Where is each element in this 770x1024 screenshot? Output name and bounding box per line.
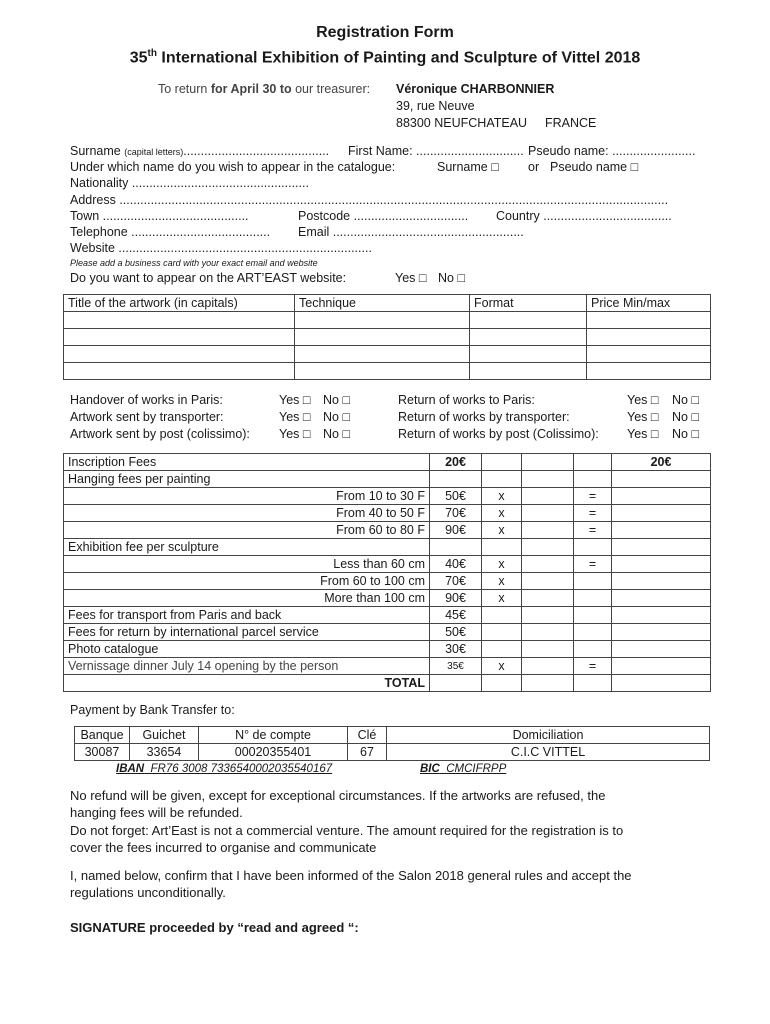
fee-cell [522,607,574,624]
artseast-question: Do you want to appear on the ART’EAST website: [70,271,347,285]
artwork-cell[interactable] [587,312,711,329]
fee-multiply: x [482,488,522,505]
catalogue-question: Under which name do you wish to appear in the catalogue: [70,160,396,174]
iban-label: IBAN [116,763,145,775]
artwork-cell[interactable] [587,363,711,380]
fee-cell [430,675,482,692]
fee-qty[interactable] [522,505,574,522]
fee-cell [574,573,612,590]
fee-price: 45€ [430,607,482,624]
fee-equals: = [574,658,612,675]
return-transporter-yes[interactable]: Yes □ [627,410,659,424]
table-row [64,658,711,675]
catalogue-pseudo-checkbox[interactable]: Pseudo name □ [550,160,639,174]
fee-qty[interactable] [522,556,574,573]
fee-multiply: x [482,556,522,573]
table-row [64,505,711,522]
fee-cell [482,641,522,658]
return-deadline: for April 30 to [210,82,292,96]
artworks-header-title: Title of the artwork (in capitals) [64,295,295,312]
fee-cell [482,675,522,692]
exhibition-year: 2018 [604,49,641,67]
fee-total[interactable] [612,522,711,539]
fee-price: 50€ [430,624,482,641]
fee-label: Fees for return by international parcel service [64,624,430,641]
edition-suffix: th [147,48,157,59]
fee-price: 90€ [430,522,482,539]
fees-table [63,453,711,692]
artwork-cell[interactable] [64,363,295,380]
signature-label: SIGNATURE proceeded by “read and agreed “: [70,920,359,935]
confirm-note: I, named below, confirm that I have been informed of the Salon 2018 general rules and accept the [70,868,632,883]
sent-post-no[interactable]: No □ [323,427,351,441]
handover-paris-yes[interactable]: Yes □ [279,393,311,407]
fee-cell [522,641,574,658]
exhibition-name: International Exhibition of Painting and Sculpture of Vittel [161,49,601,67]
refund-note-2: hanging fees will be refunded. [70,805,243,820]
artwork-cell[interactable] [470,329,587,346]
table-row [64,539,711,556]
return-suffix: our treasurer: [295,82,371,96]
fee-label: Fees for transport from Paris and back [64,607,430,624]
postcode-field[interactable]: Postcode ................................. [298,209,469,223]
town-field[interactable]: Town .......................................... [70,209,249,223]
fee-total[interactable] [612,624,711,641]
bank-header: Banque [75,727,130,744]
table-row [64,624,711,641]
iban-line [116,763,332,775]
sent-transporter-no[interactable]: No □ [323,410,351,424]
fee-cell [482,471,522,488]
fee-equals: = [574,556,612,573]
fee-total[interactable] [612,658,711,675]
fee-cell [522,454,574,471]
surname-note: (capital letters) [124,147,184,157]
table-row [64,454,711,471]
fee-cell [522,471,574,488]
fee-total: 20€ [612,454,711,471]
table-row [64,312,711,329]
table-row [64,329,711,346]
fee-qty[interactable] [482,454,522,471]
fee-total[interactable] [612,488,711,505]
fee-qty[interactable] [522,522,574,539]
fee-price: 50€ [430,488,482,505]
fee-price: 70€ [430,573,482,590]
bic-label: BIC [420,763,440,775]
artwork-cell[interactable] [295,363,470,380]
fee-equals: = [574,505,612,522]
artwork-cell[interactable] [64,346,295,363]
fee-label: From 60 to 80 F [64,522,430,539]
return-paris-yes[interactable]: Yes □ [627,393,659,407]
artwork-cell[interactable] [587,346,711,363]
fee-total[interactable] [612,573,711,590]
table-row [64,346,711,363]
return-post-label: Return of works by post (Colissimo): [398,427,599,441]
fee-price: 30€ [430,641,482,658]
table-row [64,556,711,573]
first-name-field[interactable]: First Name: ............................... [348,144,524,158]
fee-label: From 40 to 50 F [64,505,430,522]
bic-value: CMCIFRPP [446,763,507,775]
return-transporter-no[interactable]: No □ [672,410,700,424]
table-row [64,641,711,658]
fee-qty[interactable] [522,658,574,675]
fee-multiply: x [482,590,522,607]
forget-note-2: cover the fees incurred to organise and communicate [70,840,377,855]
fee-cell [574,675,612,692]
artwork-cell[interactable] [295,346,470,363]
forget-note: Do not forget: Art’East is not a commercial venture. The amount required for the registration is to [70,823,624,838]
bank-value: 30087 [75,744,130,761]
business-card-note: Please add a business card with your exact email and website [70,258,318,268]
return-paris-label: Return of works to Paris: [398,393,535,407]
artworks-header-format: Format [470,295,587,312]
artworks-table [63,294,711,380]
fee-qty[interactable] [522,590,574,607]
catalogue-surname-checkbox[interactable]: Surname □ [437,160,499,174]
surname-dots: .......................................... [183,144,330,158]
fee-price: 35€ [430,658,482,675]
treasurer-name: Véronique CHARBONNIER [396,82,555,96]
fee-label: More than 100 cm [64,590,430,607]
fee-cell [430,471,482,488]
fee-cell [574,607,612,624]
fee-total[interactable] [612,607,711,624]
refund-note: No refund will be given, except for exceptional circumstances. If the artworks are refused, the [70,788,606,803]
sent-post-yes[interactable]: Yes □ [279,427,311,441]
fee-price: 90€ [430,590,482,607]
fee-label: Photo catalogue [64,641,430,658]
table-row [64,522,711,539]
table-row [64,488,711,505]
artwork-cell[interactable] [470,312,587,329]
table-row [64,590,711,607]
iban-value: FR76 3008 7336540002035540167 [150,763,333,775]
country-field[interactable]: Country ..................................... [496,209,672,223]
artwork-cell[interactable] [64,312,295,329]
fee-cell [612,471,711,488]
email-field[interactable]: Email ....................................................... [298,225,524,239]
fee-label: Vernissage dinner July 14 opening by the person [64,658,430,675]
bank-header: Clé [348,727,387,744]
table-row [64,675,711,692]
artseast-yes-checkbox[interactable]: Yes □ [395,271,427,285]
fee-label: Hanging fees per painting [64,471,430,488]
handover-paris-no[interactable]: No □ [323,393,351,407]
bank-value: 67 [348,744,387,761]
website-field[interactable]: Website ......................................................................... [70,241,372,255]
fee-cell [482,607,522,624]
bank-value: C.I.C VITTEL [387,744,710,761]
return-prefix: To return [158,82,208,96]
artwork-cell[interactable] [587,329,711,346]
fee-total[interactable] [612,641,711,658]
fee-cell [430,539,482,556]
table-row [64,607,711,624]
pseudo-name-field[interactable]: Pseudo name: ........................ [528,144,696,158]
page-subtitle [0,48,770,67]
fee-total[interactable] [612,590,711,607]
fee-qty[interactable] [522,573,574,590]
telephone-field[interactable]: Telephone ........................................ [70,225,271,239]
treasurer-city: 88300 NEUFCHATEAU [396,116,528,130]
fee-cell [574,454,612,471]
catalogue-or: or [528,160,540,174]
fee-equals: = [574,522,612,539]
treasurer-street: 39, rue Neuve [396,99,475,113]
fee-multiply: x [482,522,522,539]
address-field[interactable]: Address .............................................................................................................................................................. [70,193,669,207]
fee-cell [574,590,612,607]
fee-cell [574,641,612,658]
artworks-header-row [64,295,711,312]
page-title: Registration Form [316,24,454,41]
fee-cell [574,624,612,641]
edition-number: 35 [129,49,148,67]
return-post-no[interactable]: No □ [672,427,700,441]
nationality-field[interactable]: Nationality ................................................... [70,176,309,190]
fee-price: 70€ [430,505,482,522]
return-instruction [158,82,370,96]
fee-cell [522,624,574,641]
fee-multiply: x [482,505,522,522]
bank-value: 33654 [130,744,199,761]
fee-cell [482,539,522,556]
artwork-cell[interactable] [470,363,587,380]
fee-cell [522,675,574,692]
fee-price: 20€ [430,454,482,471]
table-row [64,573,711,590]
return-post-yes[interactable]: Yes □ [627,427,659,441]
fee-cell [574,471,612,488]
bank-table [74,726,710,761]
bank-header: Guichet [130,727,199,744]
fee-qty[interactable] [522,488,574,505]
table-row [75,744,710,761]
fee-label: Inscription Fees [64,454,430,471]
artseast-no-checkbox[interactable]: No □ [438,271,466,285]
bank-value: 00020355401 [199,744,348,761]
surname-label: Surname [70,144,121,158]
bic-line [420,763,506,775]
sent-post-label: Artwork sent by post (colissimo): [70,427,250,441]
artwork-cell[interactable] [295,312,470,329]
surname-field[interactable] [70,144,329,158]
table-row [64,363,711,380]
fee-multiply: x [482,573,522,590]
fee-label: From 60 to 100 cm [64,573,430,590]
artwork-cell[interactable] [64,329,295,346]
fee-label: Less than 60 cm [64,556,430,573]
return-transporter-label: Return of works by transporter: [398,410,570,424]
sent-transporter-label: Artwork sent by transporter: [70,410,224,424]
fee-equals: = [574,488,612,505]
bank-header: Domiciliation [387,727,710,744]
fee-cell [612,539,711,556]
artworks-header-price: Price Min/max [587,295,711,312]
fee-label: From 10 to 30 F [64,488,430,505]
bank-header: N° de compte [199,727,348,744]
table-row [64,471,711,488]
fee-cell [482,624,522,641]
handover-paris-label: Handover of works in Paris: [70,393,223,407]
fee-multiply: x [482,658,522,675]
artworks-header-technique: Technique [295,295,470,312]
artwork-cell[interactable] [295,329,470,346]
confirm-note-2: regulations unconditionally. [70,885,226,900]
sent-transporter-yes[interactable]: Yes □ [279,410,311,424]
artwork-cell[interactable] [470,346,587,363]
treasurer-country: FRANCE [545,116,597,130]
total-label: TOTAL [64,675,430,692]
payment-label: Payment by Bank Transfer to: [70,703,235,717]
fee-cell [522,539,574,556]
fee-cell [574,539,612,556]
fee-label: Exhibition fee per sculpture [64,539,430,556]
fee-total[interactable] [612,505,711,522]
grand-total[interactable] [612,675,711,692]
fee-total[interactable] [612,556,711,573]
fee-price: 40€ [430,556,482,573]
return-paris-no[interactable]: No □ [672,393,700,407]
table-row [75,727,710,744]
